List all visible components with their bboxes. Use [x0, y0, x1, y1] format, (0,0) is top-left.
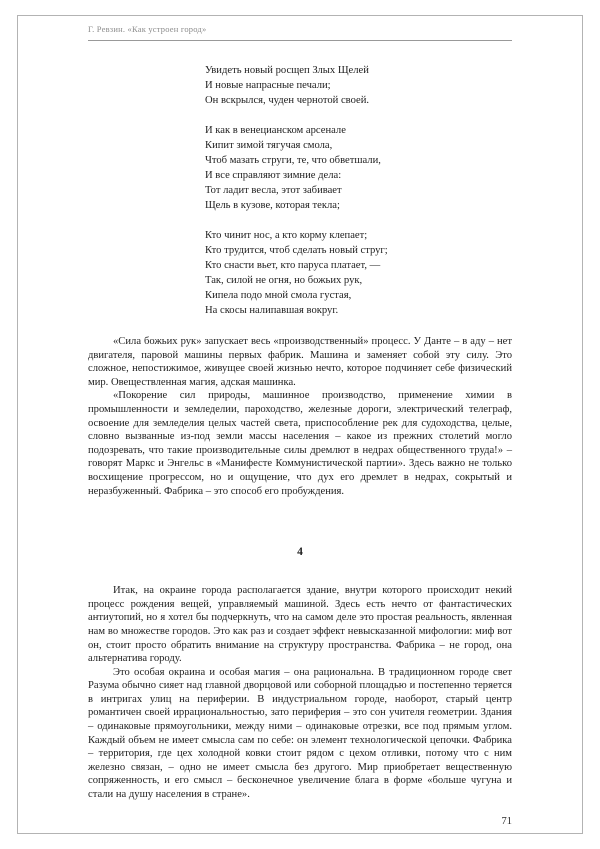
paragraph: «Сила божьих рук» запускает весь «производственный» процесс. У Данте – в аду – нет двигателя, паровой машины первых фабрик. Машина и заменяет собой эту силу. Это сложное, непостижимое, живущее своей жизнью нечто, которое подчиняет себе физический мир. Овеществленная магия, адская машинка. [88, 336, 512, 388]
paragraph: Это особая окраина и особая магия – она рациональна. В традиционном городе свет Разума обычно сияет над главной дворцовой или соборной площадью и постепенно теряется в интригах улиц на периферии. В индустриальном городе, наоборот, старый центр романтичен своей иррациональностью, зато периферия – это сон учителя геометрии. Здания – одинаковые прямоугольники, между ними – одинаковые отрезки, все под прямым углом. Каждый объем не имеет смысла сам по себе: он элемент технологической цепочки. Фабрика – территория, где цех холодной ковки стоит рядом с цехом отливки, потому что с ним железно связан, – одно не имеет смысла без другого. Мир приобретает вещественную сопряженность, и его смысл – бесконечное увеличение блага в форме «больше чугуна и стали на душу населения в стране». [88, 666, 512, 801]
poem-line: Тот ладит весла, этот забивает [205, 185, 342, 196]
header-rule [88, 40, 512, 41]
poem-line: Увидеть новый росщеп Злых Щелей [205, 65, 369, 76]
poem-line: Кипела подо мной смола густая, [205, 290, 352, 301]
poem-line: И новые напрасные печали; [205, 80, 331, 91]
poem-line: Щель в кузове, которая текла; [205, 200, 340, 211]
poem-line: На скосы налипавшая вокруг. [205, 305, 339, 316]
poem-stanza [205, 123, 512, 213]
poem-line: Кто снасти вьет, кто паруса платает, — [205, 260, 381, 271]
poem-line: Так, силой не огня, но божьих рук, [205, 275, 363, 286]
page-content [88, 24, 512, 802]
poem-line: И все справляют зимние дела: [205, 170, 342, 181]
running-header: Г. Ревзин. «Как устроен город» [88, 24, 207, 34]
poem-line: Кто трудится, чтоб сделать новый струг; [205, 245, 388, 256]
section-heading: 4 [297, 546, 303, 559]
poem-block [205, 63, 512, 318]
poem-line: Кипит зимой тягучая смола, [205, 140, 333, 151]
poem-line: Он вскрылся, чуден чернотой своей. [205, 95, 370, 106]
page-number: 71 [501, 816, 512, 827]
paragraph: «Покорение сил природы, машинное производство, применение химии в промышленности и земледелии, пароходство, железные дороги, электрический телеграф, освоение для земледелия целых частей света, приспособление рек для судоходства, целые, словно вызванные из-под земли массы населения – какое из прежних столетий могло подозревать, что такие производительные силы дремлют в недрах общественного труда!» – говорят Маркс и Энгельс в «Манифесте Коммунистической партии». Здесь важно не только восхищение прогрессом, но и ощущение, что дух его дремлет в недрах, сокрытый и неразбуженный. Фабрика – это способ его пробуждения. [88, 390, 512, 497]
paragraph: Итак, на окраине города располагается здание, внутри которого происходит некий процесс рождения вещей, управляемый машиной. Здесь есть нечто от фантастических антиутопий, но я хотел бы подчеркнуть, что на самом деле это простая реальность, явленная нам во множестве городов. Это как раз и создает эффект невысказанной мифологии: миф вот он, стоит просто обратить внимание на структуру пространства. Фабрика – не город, она альтернатива городу. [88, 585, 512, 665]
poem-line: И как в венецианском арсенале [205, 125, 346, 136]
poem-stanza [205, 63, 512, 108]
poem-line: Чтоб мазать струги, те, что обветшали, [205, 155, 381, 166]
poem-line: Кто чинит нос, а кто корму клепает; [205, 230, 368, 241]
poem-stanza [205, 228, 512, 318]
